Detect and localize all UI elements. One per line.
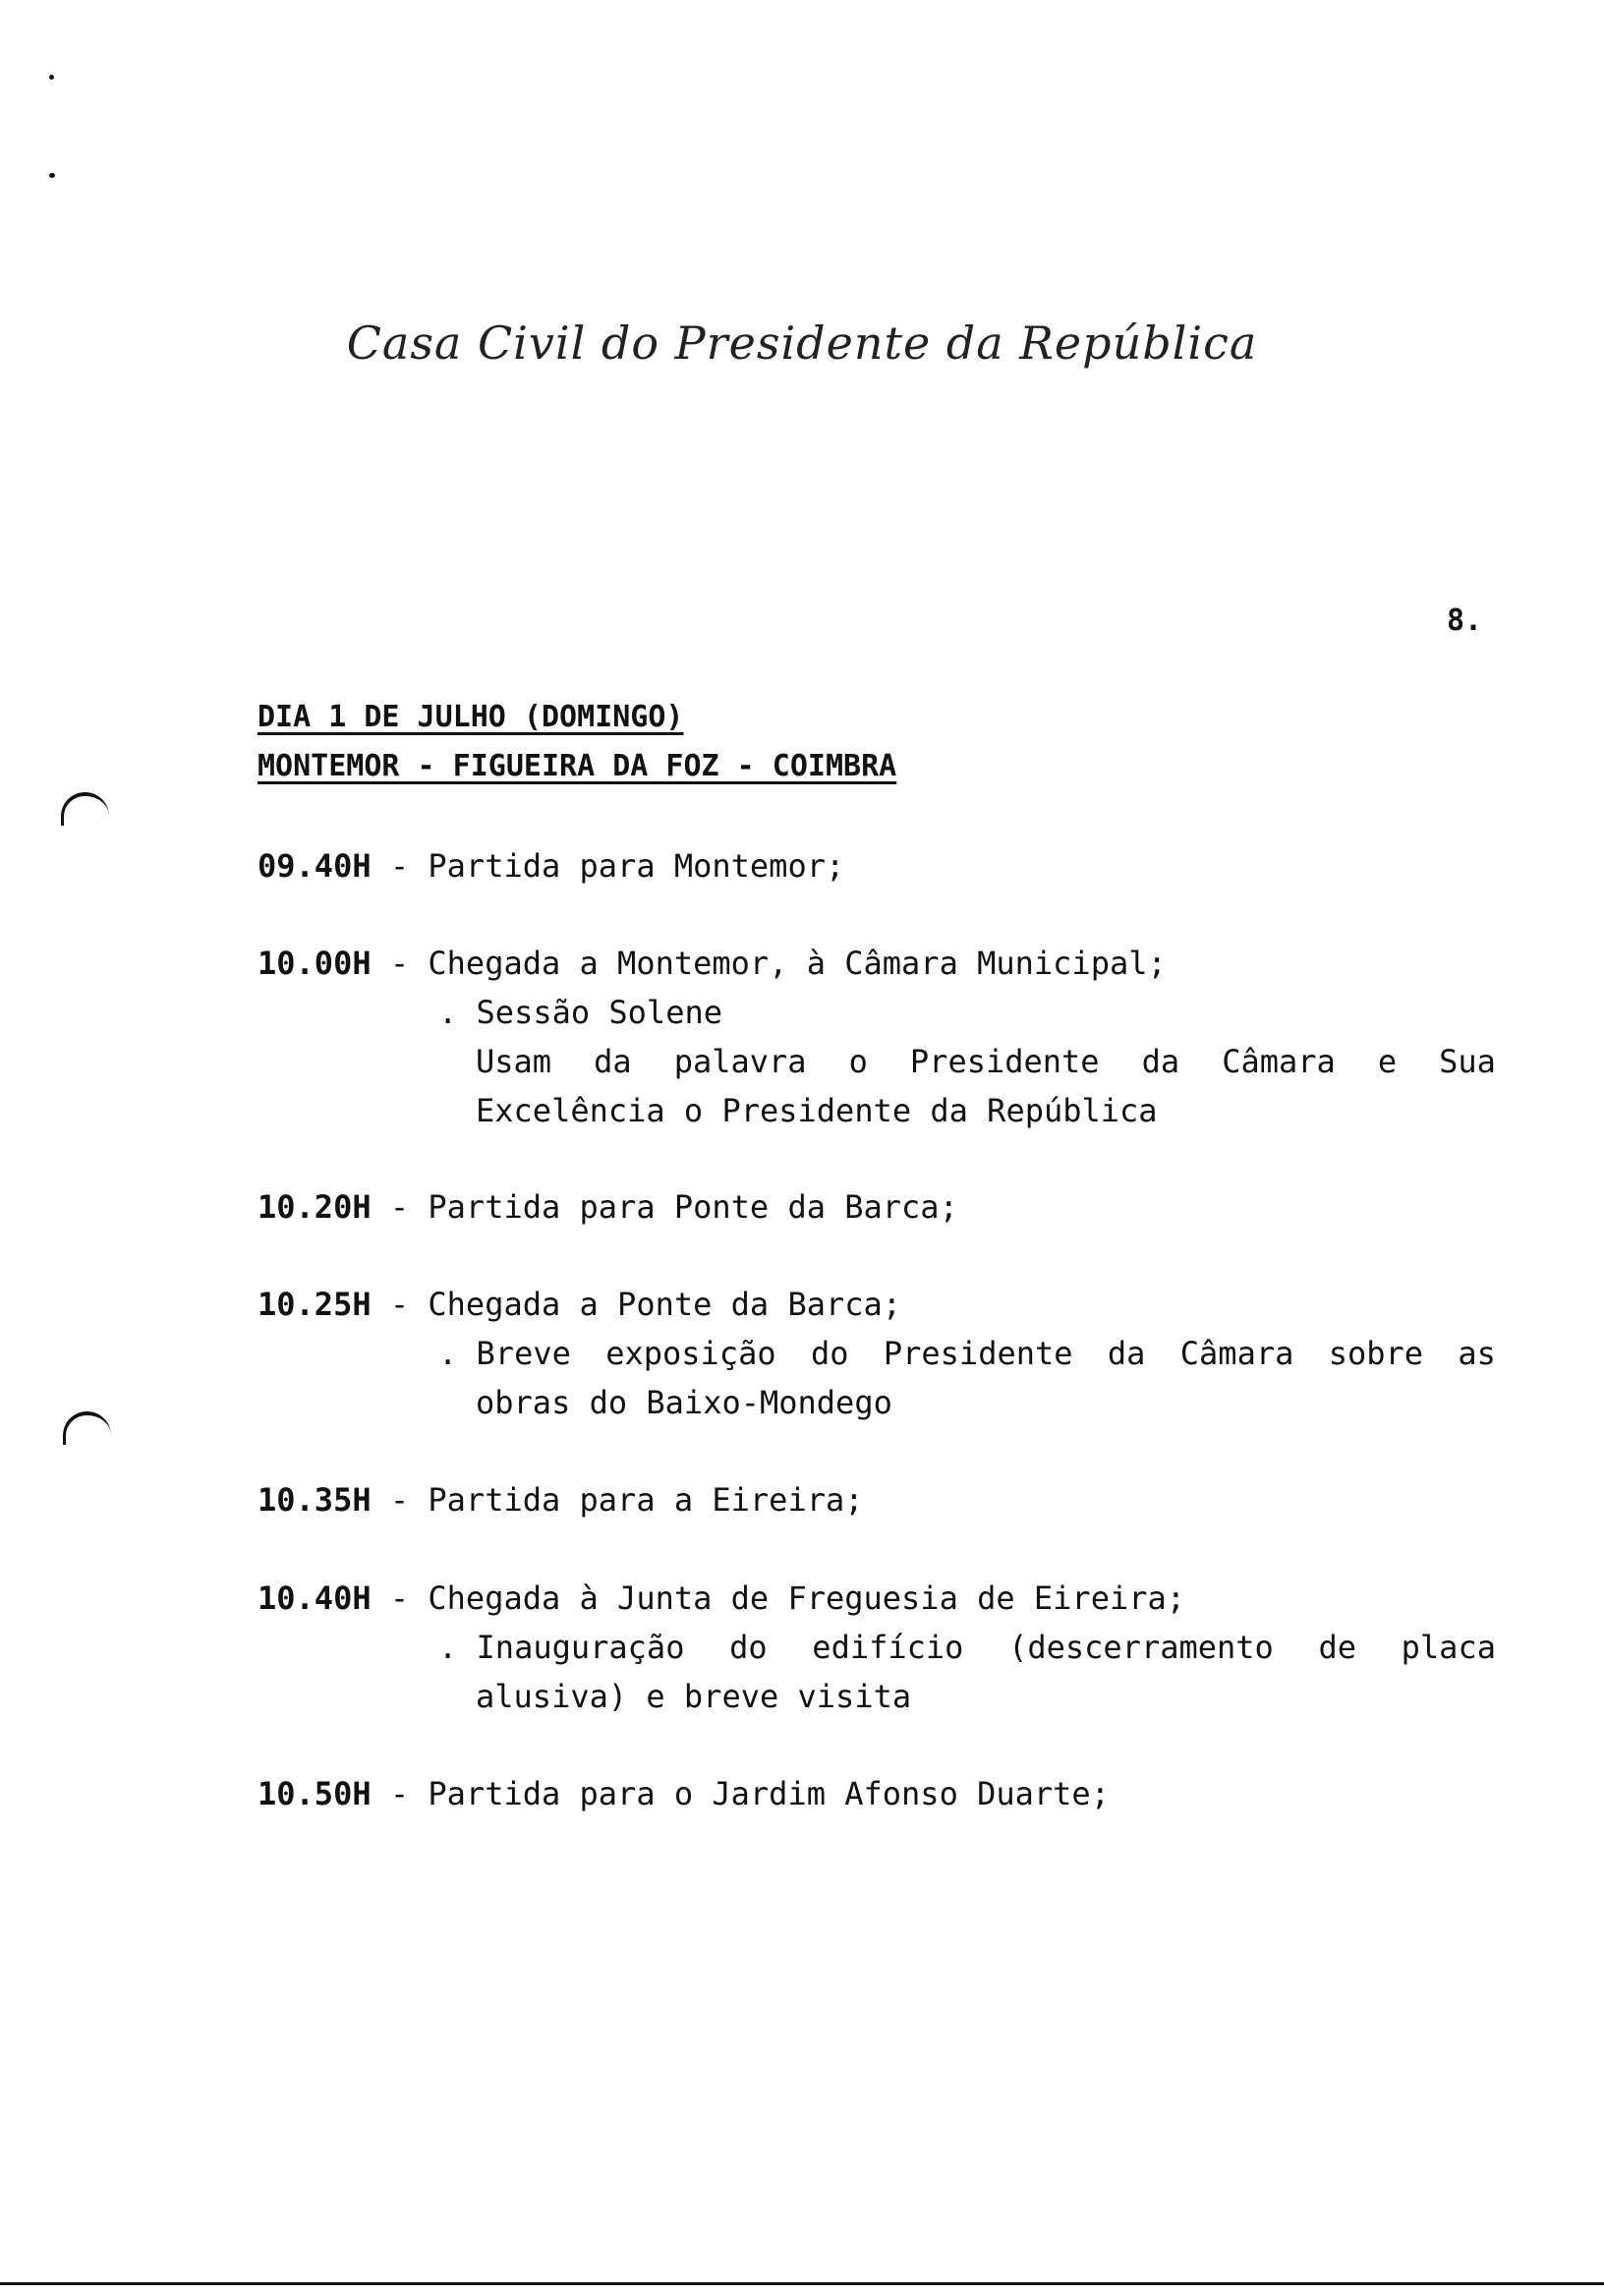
detail-word: edifício <box>812 1629 964 1666</box>
entry-detail-continuation: Excelência o Presidente da República <box>476 1092 1158 1129</box>
entry-time: 10.20H <box>258 1188 372 1226</box>
entry-text: Partida para a Eireira; <box>428 1481 864 1519</box>
detail-word: Sua <box>1439 1043 1496 1080</box>
entry-time: 09.40H <box>258 847 372 885</box>
entry-time: 10.25H <box>258 1286 372 1323</box>
schedule-entry <box>258 1574 1496 1721</box>
separator: - <box>371 847 429 885</box>
entry-detail <box>258 1329 1496 1378</box>
entry-text: Partida para Ponte da Barca; <box>428 1188 958 1226</box>
entry-text: Chegada a Montemor, à Câmara Municipal; <box>428 945 1167 982</box>
heading-route: MONTEMOR - FIGUEIRA DA FOZ - COIMBRA <box>258 749 897 783</box>
entry-line <box>258 1769 1496 1818</box>
detail-word: da <box>1141 1043 1180 1080</box>
detail-word: . Breve <box>438 1335 571 1372</box>
entry-text: Chegada a Ponte da Barca; <box>428 1286 902 1323</box>
detail-word: de <box>1318 1629 1356 1666</box>
separator: - <box>371 1579 429 1617</box>
detail-word: o <box>848 1043 868 1080</box>
entry-text: Partida para Montemor; <box>428 847 845 885</box>
binder-hole-mark <box>61 792 109 826</box>
detail-word: exposição <box>605 1335 776 1372</box>
entry-line <box>258 841 1496 890</box>
entry-time: 10.35H <box>258 1481 372 1519</box>
detail-word: . Inauguração <box>438 1629 685 1666</box>
detail-word: (descerramento <box>1008 1629 1274 1666</box>
entry-line <box>258 1475 1496 1524</box>
letterhead: Casa Civil do Presidente da República <box>346 316 1258 370</box>
entry-line <box>258 1574 1496 1623</box>
schedule-entry <box>258 1182 1496 1232</box>
detail-word: Câmara <box>1179 1335 1294 1372</box>
page-number: 8. <box>1447 603 1483 638</box>
entry-detail: . Sessão Solene <box>438 994 722 1031</box>
separator: - <box>371 1188 429 1226</box>
detail-word: do <box>810 1335 849 1372</box>
separator: - <box>371 1481 429 1519</box>
separator: - <box>371 1286 429 1323</box>
detail-word: placa <box>1401 1629 1496 1666</box>
separator: - <box>371 945 429 982</box>
binder-hole-mark <box>63 1411 111 1445</box>
entry-line <box>258 1280 1496 1329</box>
schedule-entry <box>258 939 1496 1135</box>
detail-word: Câmara <box>1222 1043 1336 1080</box>
heading-date: DIA 1 DE JULHO (DOMINGO) <box>258 700 684 734</box>
detail-word: e <box>1377 1043 1398 1080</box>
entry-detail-continuation: obras do Baixo-Mondego <box>476 1384 892 1421</box>
entry-text: Chegada à Junta de Freguesia de Eireira; <box>428 1579 1186 1617</box>
entry-time: 10.50H <box>258 1775 372 1812</box>
separator: - <box>371 1775 429 1812</box>
entry-text: Partida para o Jardim Afonso Duarte; <box>428 1775 1110 1812</box>
detail-word: Presidente <box>883 1335 1073 1372</box>
schedule-entry <box>258 841 1496 890</box>
detail-word: Presidente <box>909 1043 1100 1080</box>
entry-line <box>258 1182 1496 1232</box>
entry-time: 10.00H <box>258 945 372 982</box>
schedule-entry <box>258 1769 1496 1818</box>
entry-time: 10.40H <box>258 1579 372 1617</box>
schedule-entry <box>258 1280 1496 1427</box>
detail-word: as <box>1458 1335 1496 1372</box>
detail-word: sobre <box>1328 1335 1424 1372</box>
schedule-entry <box>258 1475 1496 1524</box>
scan-speck <box>49 173 55 178</box>
entry-detail-continuation <box>258 1037 1496 1086</box>
detail-word: do <box>729 1629 768 1666</box>
detail-word: palavra <box>673 1043 807 1080</box>
detail-word: da <box>594 1043 632 1080</box>
entry-detail-continuation: alusiva) e breve visita <box>476 1678 912 1715</box>
scan-speck <box>49 75 54 80</box>
detail-word: da <box>1107 1335 1146 1372</box>
detail-word: Usam <box>476 1043 552 1080</box>
entry-detail <box>258 1623 1496 1672</box>
bottom-rule <box>0 2282 1604 2285</box>
entry-line <box>258 939 1496 988</box>
